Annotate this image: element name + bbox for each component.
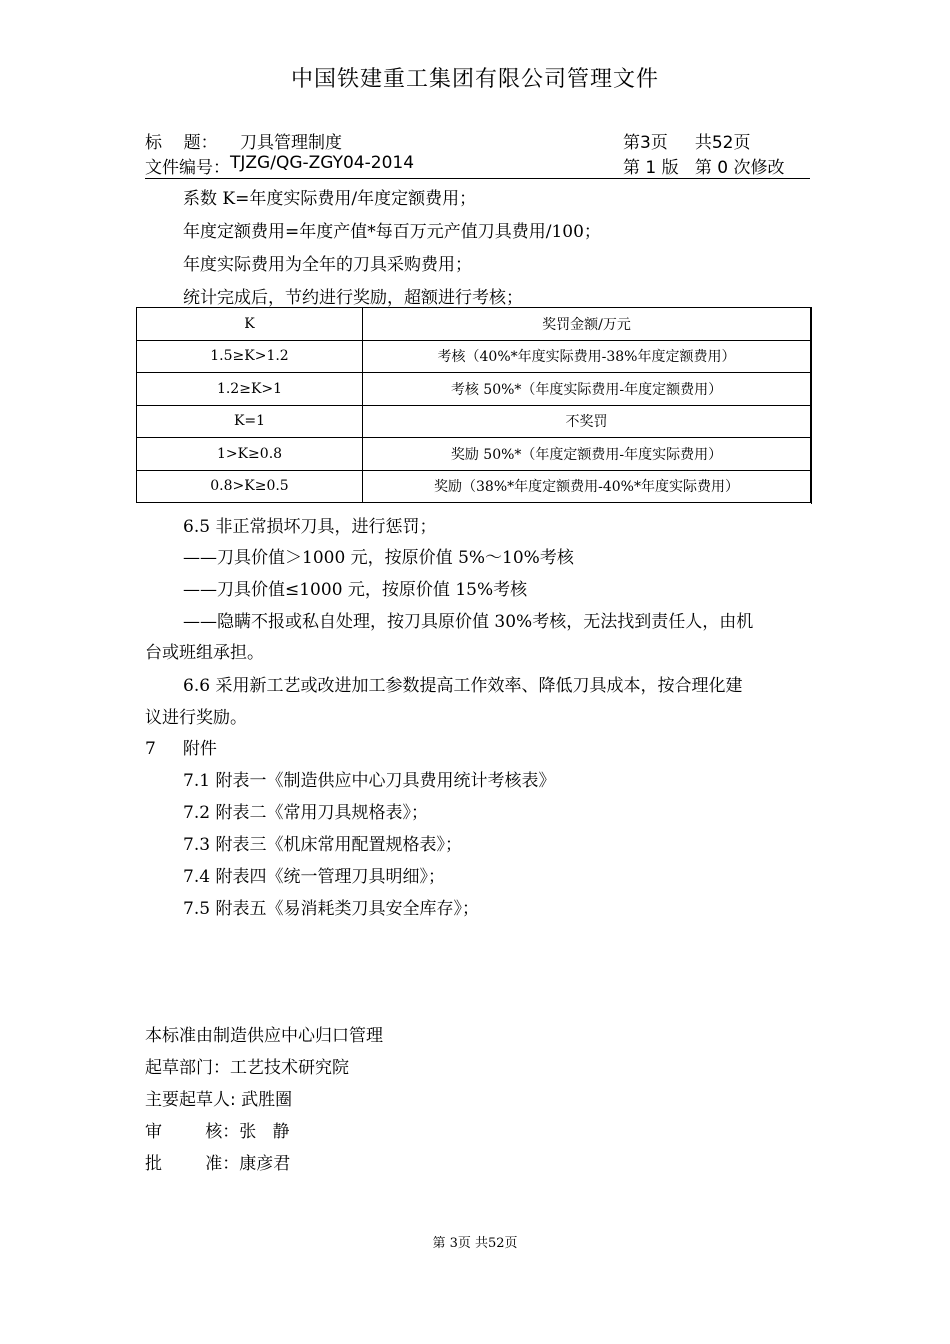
actual-cost-definition: 年度实际费用为全年的刀具采购费用； (183, 255, 472, 275)
header-title-value: 刀具管理制度 (240, 133, 342, 153)
table-cell-amount: 考核（40%*年度实际费用-38%年度定额费用） (363, 340, 811, 373)
table-header-k: K (137, 308, 363, 341)
penalty-item-under-1000: ——刀具价值≤1000 元，按原价值 15%考核 (183, 580, 528, 600)
reward-penalty-table (136, 307, 811, 503)
table-row (137, 340, 811, 373)
attachment-item: 7.3 附表三《机床常用配置规格表》； (183, 835, 462, 855)
main-drafter: 主要起草人: 武胜圈 (145, 1090, 293, 1110)
table-row (137, 470, 811, 503)
table-outer-edge (811, 307, 812, 504)
section-6-6-text: 6.6 采用新工艺或改进加工参数提高工作效率、降低刀具成本，按合理化建 (183, 676, 743, 696)
table-cell-amount: 奖励（38%*年度定额费用-40%*年度实际费用） (363, 470, 811, 503)
table-cell-amount: 考核 50%*（年度实际费用-年度定额费用） (363, 373, 811, 406)
table-row (137, 438, 811, 471)
header-docno-label: 文件编号： (145, 158, 230, 178)
table-cell-k: 1.5≥K>1.2 (137, 340, 363, 373)
drafting-department: 起草部门：工艺技术研究院 (145, 1058, 349, 1078)
penalty-item-concealment: ——隐瞒不报或私自处理，按刀具原价值 30%考核，无法找到责任人，由机 (183, 612, 754, 632)
table-row (137, 373, 811, 406)
header-divider (145, 178, 810, 179)
reviewer: 审 核：张 静 (145, 1122, 290, 1142)
section-6-6-text-cont: 议进行奖励。 (145, 708, 247, 728)
table-cell-k: 0.8>K≥0.5 (137, 470, 363, 503)
section-6-5-title: 6.5 非正常损坏刀具，进行惩罚； (183, 517, 437, 537)
reward-rule-intro: 统计完成后，节约进行奖励，超额进行考核； (183, 288, 523, 308)
penalty-item-over-1000: ——刀具价值＞1000 元，按原价值 5%～10%考核 (183, 548, 574, 568)
table-cell-k: 1>K≥0.8 (137, 438, 363, 471)
header-docno-value: TJZG/QG-ZGY04-2014 (230, 153, 415, 173)
formula-k: 系数 K=年度实际费用/年度定额费用； (183, 189, 477, 209)
table-header-row (137, 308, 811, 341)
table-header-amount: 奖罚金额/万元 (363, 308, 811, 341)
attachment-item: 7.1 附表一《制造供应中心刀具费用统计考核表》 (183, 771, 556, 791)
attachment-item: 7.2 附表二《常用刀具规格表》； (183, 803, 428, 823)
table-cell-k: K=1 (137, 405, 363, 438)
table-cell-amount: 奖励 50%*（年度定额费用-年度实际费用） (363, 438, 811, 471)
formula-quota-cost: 年度定额费用=年度产值*每百万元产值刀具费用/100； (183, 222, 601, 242)
section-7-title: 7 附件 (145, 739, 217, 759)
table-cell-k: 1.2≥K>1 (137, 373, 363, 406)
approver: 批 准：康彦君 (145, 1154, 291, 1174)
header-title-label: 标 题： (145, 133, 218, 153)
managing-department: 本标准由制造供应中心归口管理 (145, 1026, 383, 1046)
page-footer: 第 3页 共52页 (432, 1236, 518, 1251)
penalty-item-concealment-cont: 台或班组承担。 (145, 643, 264, 663)
attachment-item: 7.4 附表四《统一管理刀具明细》； (183, 867, 445, 887)
document-title: 中国铁建重工集团有限公司管理文件 (290, 67, 659, 92)
table-row (137, 405, 811, 438)
header-version-info: 第 1 版 第 0 次修改 (623, 158, 785, 178)
table-cell-amount: 不奖罚 (363, 405, 811, 438)
header-page-info: 第3页 共52页 (623, 133, 751, 153)
attachment-item: 7.5 附表五《易消耗类刀具安全库存》； (183, 899, 479, 919)
